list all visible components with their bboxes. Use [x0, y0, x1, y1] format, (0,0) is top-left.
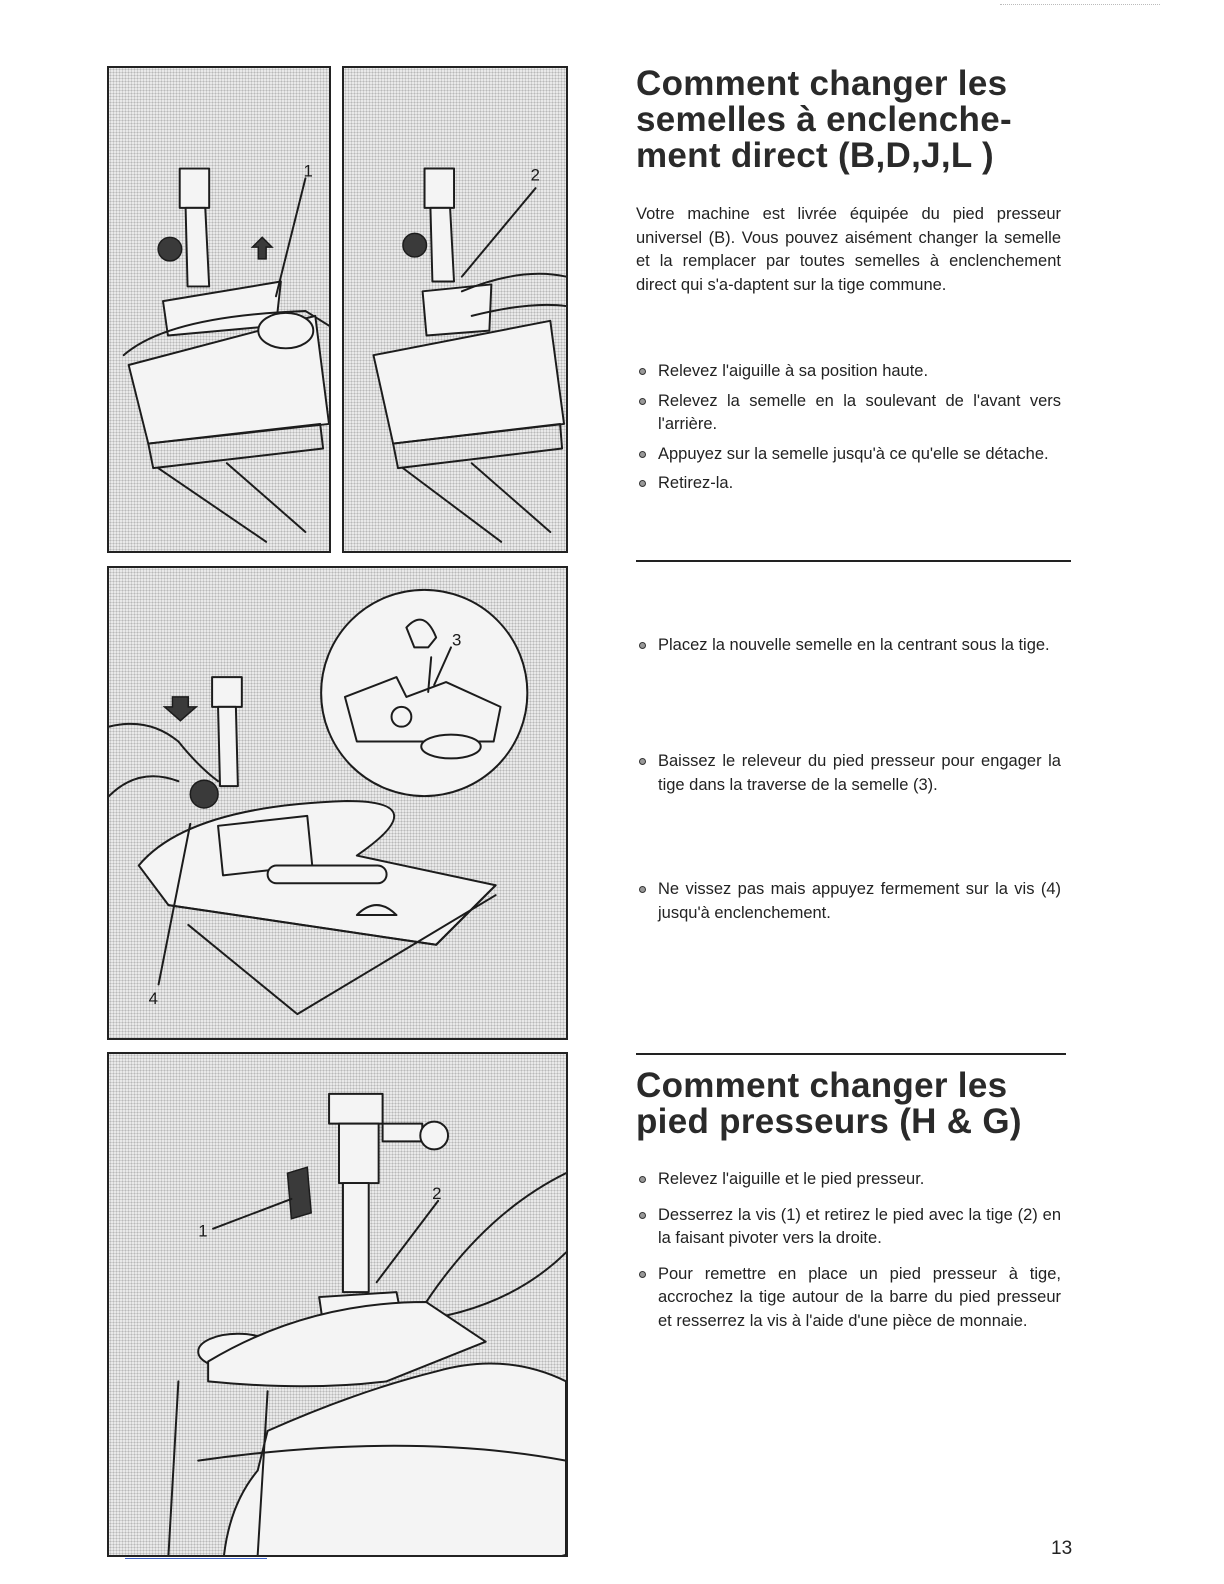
sewing-foot-illustration — [109, 568, 566, 1038]
figure-remove-sole-lift — [107, 66, 331, 553]
sewing-foot-illustration — [109, 1054, 566, 1555]
list-item: Relevez l'aiguille et le pied presseur. — [636, 1168, 1061, 1192]
section1-title-line3: ment direct (B,D,J,L ) — [636, 136, 994, 175]
corner-mark — [1000, 4, 1160, 5]
figure-remove-sole-press — [342, 66, 568, 553]
callout-2: 2 — [432, 1183, 442, 1203]
callout-1: 1 — [198, 1221, 208, 1241]
sewing-foot-illustration — [344, 68, 566, 551]
page-number: 13 — [1051, 1538, 1073, 1559]
list-item: Desserrez la vis (1) et retirez le pied avec la tige (2) en la faisant pivoter vers la droite. — [636, 1204, 1061, 1251]
list-item: Relevez l'aiguille à sa position haute. — [636, 360, 1061, 384]
section2-step-lower — [636, 750, 1061, 803]
list-item: Appuyez sur la semelle jusqu'à ce qu'elle se détache. — [636, 443, 1061, 467]
section2-step-press — [636, 878, 1061, 931]
divider — [636, 1053, 1066, 1055]
sewing-foot-illustration — [109, 68, 329, 551]
list-item: Baissez le releveur du pied presseur pour engager la tige dans la traverse de la semelle (3). — [636, 750, 1061, 797]
callout-4: 4 — [148, 989, 159, 1009]
section1-title-line2: semelles à enclenche- — [636, 100, 1012, 139]
callout-1: 1 — [303, 161, 313, 181]
section3-steps — [636, 1168, 1061, 1339]
section3-title — [636, 1068, 1076, 1140]
callout-3: 3 — [451, 630, 462, 650]
section1-intro: Votre machine est livrée équipée du pied presseur universel (B). Vous pouvez aisément changer la semelle et la remplacer par toutes semelles à enclenchement direct qui s'a-daptent sur la tige commune. — [636, 205, 1061, 294]
divider — [636, 560, 1071, 562]
section2-step-place — [636, 634, 1061, 664]
figure-attach-sole — [107, 566, 568, 1040]
section1-steps — [636, 360, 1061, 502]
section3-title-line2: pied presseurs (H & G) — [636, 1102, 1022, 1141]
callout-2: 2 — [530, 165, 540, 185]
section1-title — [636, 66, 1076, 174]
underline-mark — [125, 1558, 267, 1559]
figure-change-presser-foot — [107, 1052, 568, 1557]
list-item: Ne vissez pas mais appuyez fermement sur la vis (4) jusqu'à enclenchement. — [636, 878, 1061, 925]
section3-title-line1: Comment changer les — [636, 1066, 1008, 1105]
list-item: Retirez-la. — [636, 472, 1061, 496]
list-item: Pour remettre en place un pied presseur à tige, accrochez la tige autour de la barre du pied presseur et resserrez la vis à l'aide d'une pièce de monnaie. — [636, 1263, 1061, 1334]
list-item: Relevez la semelle en la soulevant de l'avant vers l'arrière. — [636, 390, 1061, 437]
section1-title-line1: Comment changer les — [636, 64, 1008, 103]
list-item: Placez la nouvelle semelle en la centrant sous la tige. — [636, 634, 1061, 658]
